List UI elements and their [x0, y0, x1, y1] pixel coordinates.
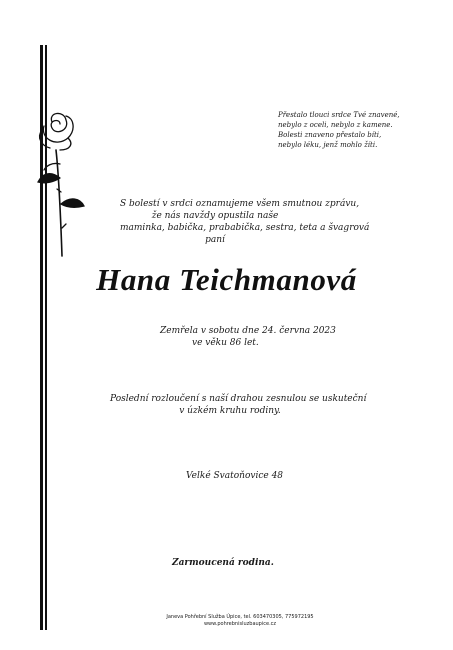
poem-line: Bolesti znaveno přestalo bíti, [278, 131, 382, 139]
intro-line: S bolestí v srdci oznamujeme všem smutnou zprávu, [120, 199, 360, 209]
death-info [160, 325, 336, 349]
farewell-info [110, 393, 367, 417]
death-date: Zemřela v sobotu dne 24. června 2023 [160, 326, 336, 336]
death-age: ve věku 86 let. [192, 338, 259, 348]
funeral-service-footer [150, 614, 330, 628]
intro-line: že nás navždy opustila naše [151, 211, 279, 221]
poem-line: nebylo z oceli, nebylo z kamene. [278, 121, 393, 129]
intro-line: paní [205, 235, 225, 245]
poem-line: Přestalo tlouci srdce Tvé znavené, [278, 111, 400, 119]
poem-line: nebylo léku, jenž mohlo žíti. [278, 141, 378, 149]
deceased-name: Hana Teichmanová [96, 262, 357, 297]
family-signature: Zarmoucená rodina. [172, 558, 274, 568]
funeral-service-contact: Janeva Pohřební Služba Úpice, tel. 603470305, 775972195 [166, 614, 314, 620]
farewell-line: v úzkém kruhu rodiny. [179, 406, 281, 416]
rose-icon [30, 108, 88, 258]
funeral-service-website: www.pohrebnisluzbaupice.cz [203, 621, 277, 627]
memorial-poem [278, 110, 428, 150]
intro-line: maminka, babička, prababička, sestra, teta a švagrová [120, 223, 370, 233]
family-address: Velké Svatoňovice 48 [186, 471, 284, 481]
announcement-intro [120, 198, 370, 246]
farewell-line: Poslední rozloučení s naší drahou zesnulou se uskuteční [110, 394, 367, 404]
